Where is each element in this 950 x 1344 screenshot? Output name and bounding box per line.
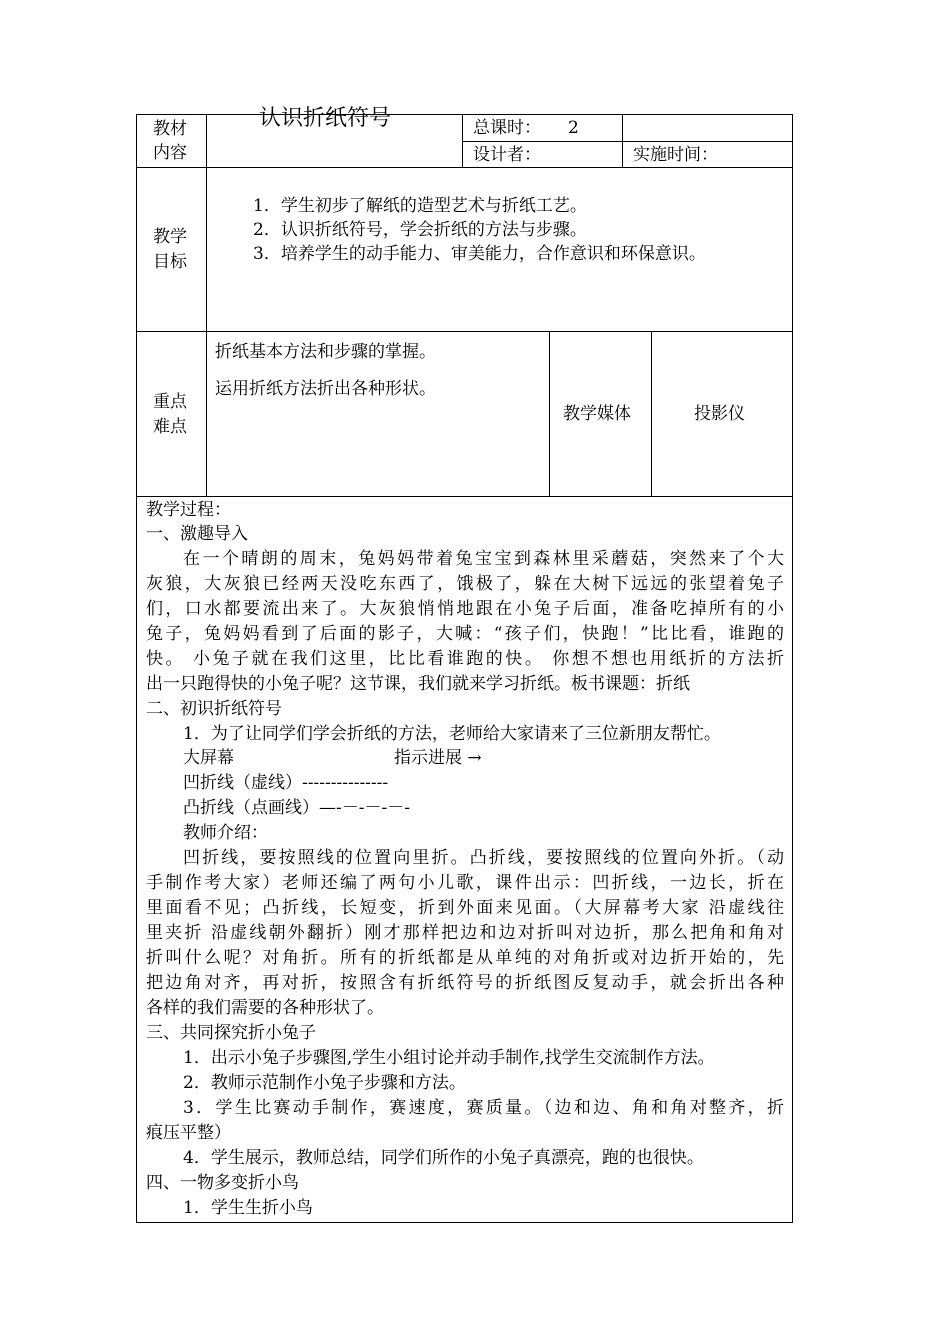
total-hours-value: 2 xyxy=(568,118,579,138)
paragraph-line: 兔子，兔妈妈看到了后面的影子，大喊：“孩子们，快跑！”比比看，谁跑的 xyxy=(146,624,784,644)
paragraph-line: 1．为了让同学们学会折纸的方法，老师给大家请来了三位新朋友帮忙。 xyxy=(183,724,721,744)
paragraph-line: 灰狼，大灰狼已经两天没吃东西了，饿极了，躲在大树下远远的张望着兔子 xyxy=(146,574,784,594)
header-title-divider xyxy=(462,114,463,168)
media-label: 教学媒体 xyxy=(563,404,631,424)
keypoints-label-line1: 重点 xyxy=(153,392,187,412)
content-label-line1: 教材 xyxy=(153,119,187,139)
table-border-left xyxy=(136,114,137,1223)
content-label-line2: 内容 xyxy=(153,143,187,163)
total-hours-label: 总课时： xyxy=(473,118,541,138)
keypoint-item: 折纸基本方法和步骤的掌握。 xyxy=(215,342,436,362)
paragraph-line: 里夹折 沿虚线朝外翻折）刚才那样把边和边对折叫对边折，那么把角和角对 xyxy=(146,923,784,943)
screen-label: 大屏幕 xyxy=(183,748,234,768)
paragraph-line: 里面看不见；凸折线，长短变，折到外面来见面。（大屏幕考大家 沿虚线往 xyxy=(146,898,784,918)
section-heading: 四、一物多变折小鸟 xyxy=(146,1173,299,1193)
table-border-right xyxy=(792,114,793,1223)
paragraph-line: 把边角对齐，再对折，按照含有折纸符号的折纸图反复动手，就会折出各种 xyxy=(146,973,784,993)
header-hours-divider xyxy=(622,114,623,168)
paragraph-line: 2．教师示范制作小兔子步骤和方法。 xyxy=(183,1073,466,1093)
objective-item: 3．培养学生的动手能力、审美能力，合作意识和环保意识。 xyxy=(253,244,706,264)
section-heading: 二、初识折纸符号 xyxy=(146,699,282,719)
paragraph-line: 1．出示小兔子步骤图,学生小组讨论并动手制作,找学生交流制作方法。 xyxy=(183,1048,715,1068)
objective-item: 1．学生初步了解纸的造型艺术与折纸工艺。 xyxy=(253,196,587,216)
media-value: 投影仪 xyxy=(694,404,745,424)
section-heading: 三、共同探究折小兔子 xyxy=(146,1023,316,1043)
progress-indicator: 指示进展 → xyxy=(394,748,482,768)
paragraph-line: 折叫什么呢？对角折。所有的折纸都是从单纯的对角折或对边折开始的，先 xyxy=(146,948,784,968)
teacher-intro-label: 教师介绍： xyxy=(183,823,268,843)
date-label: 实施时间： xyxy=(633,145,718,165)
objectives-label-line1: 教学 xyxy=(153,227,187,247)
keypoint-item: 运用折纸方法折出各种形状。 xyxy=(215,379,436,399)
header-divider xyxy=(462,141,793,142)
paragraph-line: 们，口水都要流出来了。大灰狼悄悄地跟在小兔子后面，准备吃掉所有的小 xyxy=(146,599,784,619)
header-bottom-border xyxy=(136,167,793,168)
paragraph-line: 痕压平整） xyxy=(146,1123,231,1143)
section-heading: 一、激趣导入 xyxy=(146,524,248,544)
keypoints-bottom-border xyxy=(136,496,793,497)
objectives-label-line2: 目标 xyxy=(153,252,187,272)
paragraph-line: 快。 小兔子就在我们这里，比比看谁跑的快。 你想不想也用纸折的方法折 xyxy=(146,649,784,669)
paragraph-line: 3．学生比赛动手制作，赛速度，赛质量。（边和边、角和角对整齐，折 xyxy=(183,1098,784,1118)
table-border-top xyxy=(136,114,793,115)
keypoints-media-divider xyxy=(549,331,550,497)
designer-label: 设计者： xyxy=(473,145,541,165)
media-value-divider xyxy=(651,331,652,497)
paragraph-line: 凹折线，要按照线的位置向里折。凸折线，要按照线的位置向外折。（动 xyxy=(183,848,784,868)
keypoints-label-line2: 难点 xyxy=(153,417,187,437)
paragraph-line: 1．学生生折小鸟 xyxy=(183,1198,313,1218)
lesson-title: 认识折纸符号 xyxy=(259,106,392,131)
paragraph-line: 各样的我们需要的各种形状了。 xyxy=(146,998,384,1018)
paragraph-line: 在一个晴朗的周末，兔妈妈带着兔宝宝到森林里采蘑菇，突然来了个大 xyxy=(183,549,784,569)
objective-item: 2．认识折纸符号，学会折纸的方法与步骤。 xyxy=(253,220,587,240)
process-heading: 教学过程： xyxy=(146,500,231,520)
paragraph-line: 出一只跑得快的小兔子呢？这节课，我们就来学习折纸。板书课题：折纸 xyxy=(146,674,690,694)
mountain-fold-line: 凸折线（点画线）—-－-－-－- xyxy=(183,798,410,818)
table-border-bottom xyxy=(136,1222,793,1223)
paragraph-line: 手制作考大家）老师还编了两句小儿歌，课件出示：凹折线，一边长，折在 xyxy=(146,873,784,893)
valley-fold-line: 凹折线（虚线）--------------- xyxy=(183,773,389,793)
label-column-divider xyxy=(206,114,207,497)
paragraph-line: 4．学生展示，教师总结，同学们所作的小兔子真漂亮，跑的也很快。 xyxy=(183,1148,704,1168)
objectives-bottom-border xyxy=(136,331,793,332)
